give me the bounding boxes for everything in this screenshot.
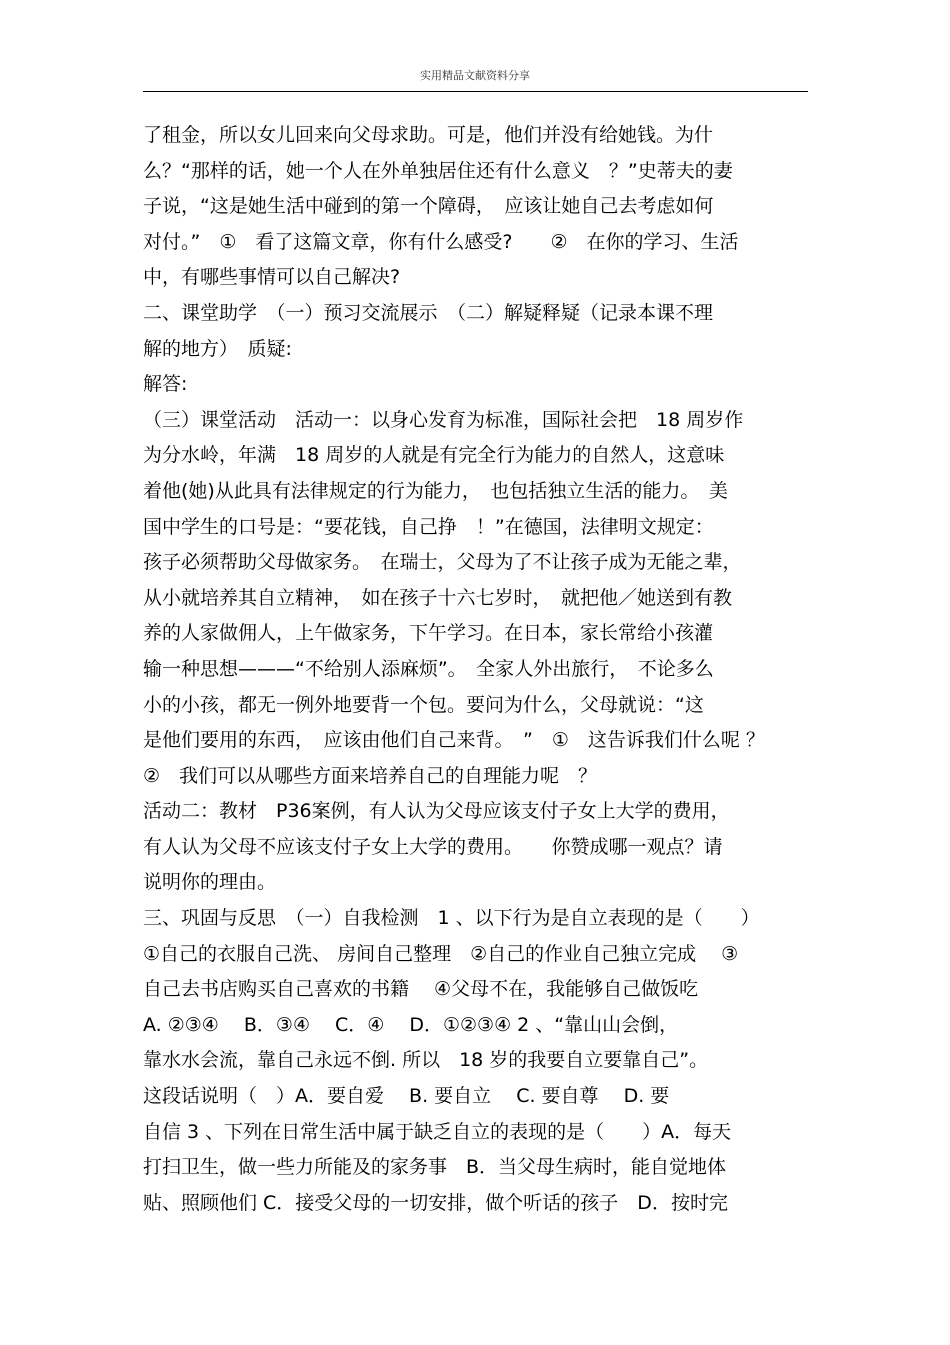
text-line: 着他(她)从此具有法律规定的行为能力， 也包括独立生活的能力。 美 bbox=[143, 479, 728, 502]
page-header: 实用精品文献资料分享 bbox=[420, 69, 530, 82]
text-line: 中，有哪些事情可以自己解决? bbox=[143, 266, 401, 289]
text-line: 解答: bbox=[143, 373, 188, 396]
text-line: 对付。” ① 看了这篇文章，你有什么感受? ② 在你的学习、生活 bbox=[143, 230, 739, 253]
text-line: 贴、照顾他们 C．接受父母的一切安排，做个听话的孩子 D．按时完 bbox=[143, 1191, 728, 1214]
text-line: 自己去书店购买自己喜欢的书籍 ④父母不在，我能够自己做饭吃 bbox=[143, 978, 699, 1001]
text-line: ② 我们可以从哪些方面来培养自己的自理能力呢 ？ bbox=[143, 764, 598, 787]
text-line: 了租金，所以女儿回来向父母求助。可是，他们并没有给她钱。为什 bbox=[143, 124, 714, 146]
text-line: （三）课堂活动 活动一：以身心发育为标准，国际社会把 18 周岁作 bbox=[143, 408, 744, 431]
text-line: 子说，“这是她生活中碰到的第一个障碍， 应该让她自己去考虑如何 bbox=[143, 195, 714, 218]
text-line: 为分水岭，年满 18 周岁的人就是有完全行为能力的自然人，这意味 bbox=[143, 444, 725, 467]
text-line: 孩子必须帮助父母做家务。 在瑞士，父母为了不让孩子成为无能之辈， bbox=[143, 551, 742, 574]
text-line: 打扫卫生，做一些力所能及的家务事 B．当父母生病时，能自觉地体 bbox=[143, 1156, 727, 1179]
text-line: 国中学生的口号是：“要花钱，自己挣 ！”在德国，法律明文规定： bbox=[143, 515, 714, 538]
text-line: 输一种思想———“不给别人添麻烦”。 全家人外出旅行， 不论多么 bbox=[143, 657, 714, 680]
text-line: 靠水水会流，靠自己永远不倒. 所以 18 岁的我要自立要靠自己”。 bbox=[143, 1049, 709, 1072]
text-line: 是他们要用的东西， 应该由他们自己来背。 ” ① 这告诉我们什么呢 ？ bbox=[143, 729, 765, 752]
text-line: ①自己的衣服自己洗、 房间自己整理 ②自己的作业自己独立完成 ③ bbox=[143, 942, 739, 965]
text-line: 小的小孩，都无一例外地要背一个包。要问为什么，父母就说：“这 bbox=[143, 693, 704, 716]
text-line: 解的地方） 质疑: bbox=[143, 337, 292, 360]
text-line: 说明你的理由。 bbox=[143, 871, 277, 894]
text-line: 这段话说明（ ）A．要自爱 B. 要自立 C. 要自尊 D. 要 bbox=[143, 1085, 670, 1108]
text-line: 活动二：教材 P36案例，有人认为父母应该支付子女上大学的费用， bbox=[143, 800, 730, 823]
section-heading-line: 三、巩固与反思 （一）自我检测 1 、以下行为是自立表现的是（ ） bbox=[143, 907, 760, 930]
section-heading-line: 二、课堂助学 （一）预习交流展示 （二）解疑释疑（记录本课不理 bbox=[143, 301, 714, 324]
text-line: 自信 3 、下列在日常生活中属于缺乏自立的表现的是（ ）A．每天 bbox=[143, 1120, 732, 1143]
header-divider bbox=[143, 91, 808, 92]
text-line: A. ②③④ B．③④ C．④ D．①②③④ 2 、“靠山山会倒， bbox=[143, 1013, 679, 1036]
text-line: 有人认为父母不应该支付子女上大学的费用。 你赞成哪一观点？请 bbox=[143, 835, 723, 858]
text-line: 养的人家做佣人，上午做家务，下午学习。在日本，家长常给小孩灌 bbox=[143, 622, 714, 645]
text-line: 从小就培养其自立精神， 如在孩子十六七岁时， 就把他／她送到有教 bbox=[143, 586, 733, 609]
text-line: 么？“那样的话，她一个人在外单独居住还有什么意义 ？”史蒂夫的妻 bbox=[143, 159, 733, 182]
document-body bbox=[143, 118, 815, 1221]
